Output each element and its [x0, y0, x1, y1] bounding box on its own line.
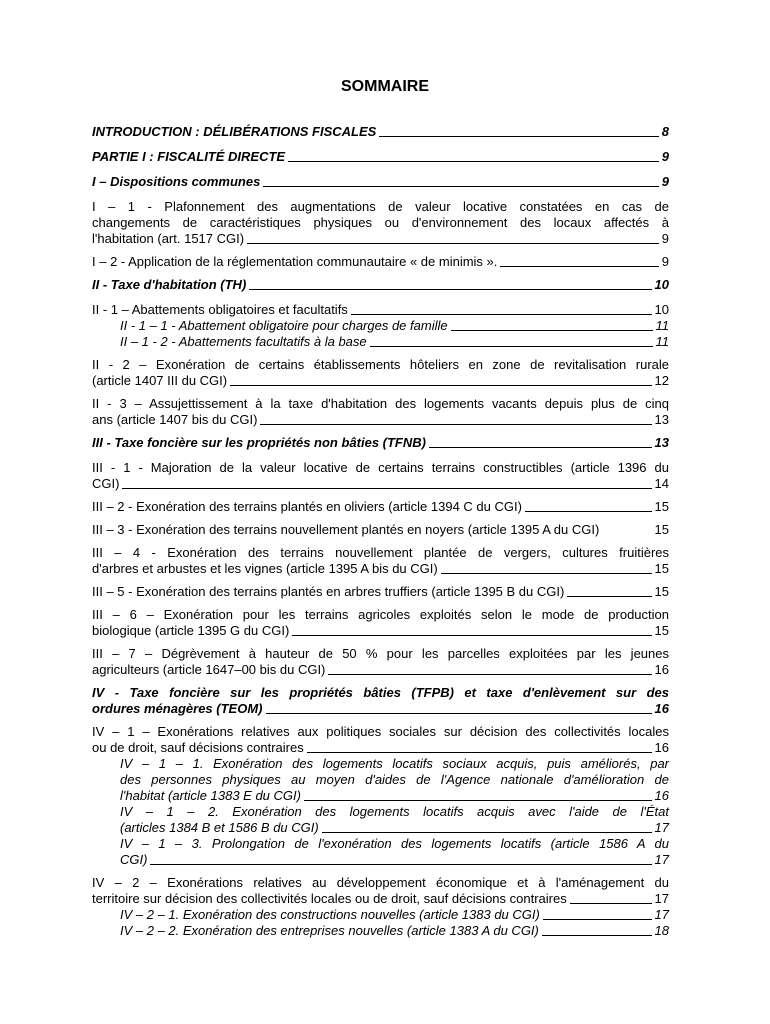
toc-entry-text: ans (article 1407 bis du CGI)	[92, 412, 258, 427]
toc-page-number: 15	[654, 499, 669, 514]
toc-entry-text: changements de caractéristiques physiques ou d'environnement des locaux affectés à	[92, 215, 669, 230]
toc-entry-text: II - 1 – 1 - Abattement obligatoire pour charges de famille	[120, 318, 448, 333]
toc-entry-4-1-2[interactable]	[120, 804, 669, 836]
toc-entry-4-1[interactable]	[92, 724, 669, 756]
toc-page-number: 10	[654, 277, 669, 292]
toc-entry-text: III – 7 – Dégrèvement à hauteur de 50 % pour les parcelles exploitées par les jeunes	[92, 646, 669, 661]
toc-page-number: 13	[654, 412, 669, 427]
toc-entry-tfnb[interactable]	[92, 435, 669, 451]
toc-entry-text: (articles 1384 B et 1586 B du CGI)	[120, 820, 319, 835]
toc-page-number: 17	[654, 891, 669, 906]
table-of-contents	[92, 124, 669, 939]
toc-entry-text: (article 1407 III du CGI)	[92, 373, 228, 388]
toc-page-number: 15	[654, 584, 669, 599]
toc-entry-dispositions-communes[interactable]	[92, 174, 669, 190]
toc-entry-text: II - 1 – Abattements obligatoires et facultatifs	[92, 302, 348, 317]
toc-entry-text: II - 2 – Exonération de certains établissements hôteliers en zone de revitalisation rurale	[92, 357, 669, 372]
toc-entry-2-1-2[interactable]	[120, 334, 669, 350]
toc-entry-text: des personnes physiques au moyen d'aides de l'Agence nationale d'amélioration de	[120, 772, 669, 787]
toc-entry-text: l'habitat (article 1383 E du CGI)	[120, 788, 301, 803]
toc-entry-text: III – 5 - Exonération des terrains plantés en arbres truffiers (article 1395 B du CGI)	[92, 584, 565, 599]
toc-entry-4-2-1[interactable]	[120, 907, 669, 923]
toc-page-number: 9	[661, 231, 669, 246]
toc-page-number: 17	[654, 907, 669, 922]
toc-entry-text: IV – 2 – 1. Exonération des constructions nouvelles (article 1383 du CGI)	[120, 907, 540, 922]
toc-entry-text: IV – 1 – 1. Exonération des logements locatifs sociaux acquis, puis améliorés, par	[120, 756, 669, 771]
toc-page-number: 15	[654, 561, 669, 576]
toc-entry-3-4[interactable]	[92, 545, 669, 577]
toc-entry-text: ou de droit, sauf décisions contraires	[92, 740, 304, 755]
toc-entry-2-3[interactable]	[92, 396, 669, 428]
toc-entry-text: IV – 1 – 2. Exonération des logements locatifs acquis avec l'aide de l'État	[120, 804, 669, 819]
toc-page-number: 17	[654, 820, 669, 835]
toc-entry-text: biologique (article 1395 G du CGI)	[92, 623, 290, 638]
toc-entry-1-2[interactable]	[92, 254, 669, 270]
toc-entry-text: III - 1 - Majoration de la valeur locative de certains terrains constructibles (article 1396 du	[92, 460, 669, 475]
toc-entry-text: IV – 1 – Exonérations relatives aux politiques sociales sur décision des collectivités locales	[92, 724, 669, 739]
toc-entry-text: III – 2 - Exonération des terrains plantés en oliviers (article 1394 C du CGI)	[92, 499, 522, 514]
toc-page-number: 11	[655, 318, 669, 333]
toc-entry-text: III - Taxe foncière sur les propriétés non bâties (TFNB)	[92, 435, 426, 450]
toc-page-number: 16	[654, 701, 669, 716]
toc-entry-3-2[interactable]	[92, 499, 669, 515]
toc-entry-text: III – 6 – Exonération pour les terrains agricoles exploités selon le mode de production	[92, 607, 669, 622]
toc-entry-3-3[interactable]	[92, 522, 669, 538]
toc-entry-text: II - Taxe d'habitation (TH)	[92, 277, 247, 292]
toc-page-number: 11	[655, 334, 669, 349]
toc-entry-partie-1[interactable]	[92, 149, 669, 165]
toc-entry-text: agriculteurs (article 1647–00 bis du CGI)	[92, 662, 326, 677]
toc-page-number: 16	[654, 662, 669, 677]
toc-entry-text: IV – 1 – 3. Prolongation de l'exonération des logements locatifs (article 1586 A du	[120, 836, 669, 851]
toc-entry-text: I – 1 - Plafonnement des augmentations de valeur locative constatées en cas de	[92, 199, 669, 214]
toc-entry-1-1[interactable]	[92, 199, 669, 247]
toc-page-number: 14	[654, 476, 669, 491]
toc-page-number: 15	[654, 623, 669, 638]
toc-entry-4-1-1[interactable]	[120, 756, 669, 804]
toc-page-number: 16	[654, 740, 669, 755]
toc-entry-4-2-2[interactable]	[120, 923, 669, 939]
toc-page-number: 18	[654, 923, 669, 938]
toc-entry-text: IV – 2 – Exonérations relatives au développement économique et à l'aménagement du	[92, 875, 669, 890]
toc-entry-tfpb-teom[interactable]	[92, 685, 669, 717]
toc-page-number: 17	[654, 852, 669, 867]
toc-entry-2-1[interactable]	[92, 302, 669, 318]
toc-entry-3-6[interactable]	[92, 607, 669, 639]
toc-page-number: 9	[661, 254, 669, 269]
toc-entry-4-1-3[interactable]	[120, 836, 669, 868]
toc-page-number: 10	[654, 302, 669, 317]
toc-entry-text: territoire sur décision des collectivités locales ou de droit, sauf décisions contraires	[92, 891, 567, 906]
toc-entry-text: IV – 2 – 2. Exonération des entreprises nouvelles (article 1383 A du CGI)	[120, 923, 539, 938]
toc-entry-text: d'arbres et arbustes et les vignes (article 1395 A bis du CGI)	[92, 561, 438, 576]
toc-entry-introduction[interactable]	[92, 124, 669, 140]
toc-entry-taxe-habitation[interactable]	[92, 277, 669, 293]
toc-page-number: 12	[654, 373, 669, 388]
toc-entry-text: CGI)	[92, 476, 120, 491]
toc-entry-4-2[interactable]	[92, 875, 669, 907]
toc-entry-3-5[interactable]	[92, 584, 669, 600]
toc-entry-text: I – 2 - Application de la réglementation communautaire « de minimis ».	[92, 254, 498, 269]
toc-entry-text: PARTIE I : FISCALITÉ DIRECTE	[92, 149, 286, 164]
page-title: SOMMAIRE	[341, 78, 429, 95]
toc-entry-text: III – 3 - Exonération des terrains nouvellement plantés en noyers (article 1395 A du CGI)	[92, 522, 600, 537]
toc-page-number: 13	[654, 435, 669, 450]
toc-entry-2-1-1[interactable]	[120, 318, 669, 334]
toc-entry-3-1[interactable]	[92, 460, 669, 492]
toc-entry-text: II – 1 - 2 - Abattements facultatifs à la base	[120, 334, 367, 349]
toc-entry-3-7[interactable]	[92, 646, 669, 678]
toc-page-number: 9	[661, 174, 669, 189]
toc-page-number: 9	[661, 149, 669, 164]
toc-entry-text: II - 3 – Assujettissement à la taxe d'habitation des logements vacants depuis plus de cinq	[92, 396, 669, 411]
toc-page-number: 16	[654, 788, 669, 803]
toc-entry-text: III – 4 - Exonération des terrains nouvellement plantée de vergers, cultures fruitières	[92, 545, 669, 560]
toc-entry-text: INTRODUCTION : DÉLIBÉRATIONS FISCALES	[92, 124, 377, 139]
toc-entry-text: CGI)	[120, 852, 148, 867]
toc-entry-2-2[interactable]	[92, 357, 669, 389]
toc-page-number: 8	[661, 124, 669, 139]
toc-entry-text: IV - Taxe foncière sur les propriétés bâties (TFPB) et taxe d'enlèvement sur des	[92, 685, 669, 700]
toc-entry-text: ordures ménagères (TEOM)	[92, 701, 263, 716]
toc-entry-text: I – Dispositions communes	[92, 174, 261, 189]
toc-page-number: 15	[654, 522, 669, 537]
toc-entry-text: l'habitation (art. 1517 CGI)	[92, 231, 245, 246]
